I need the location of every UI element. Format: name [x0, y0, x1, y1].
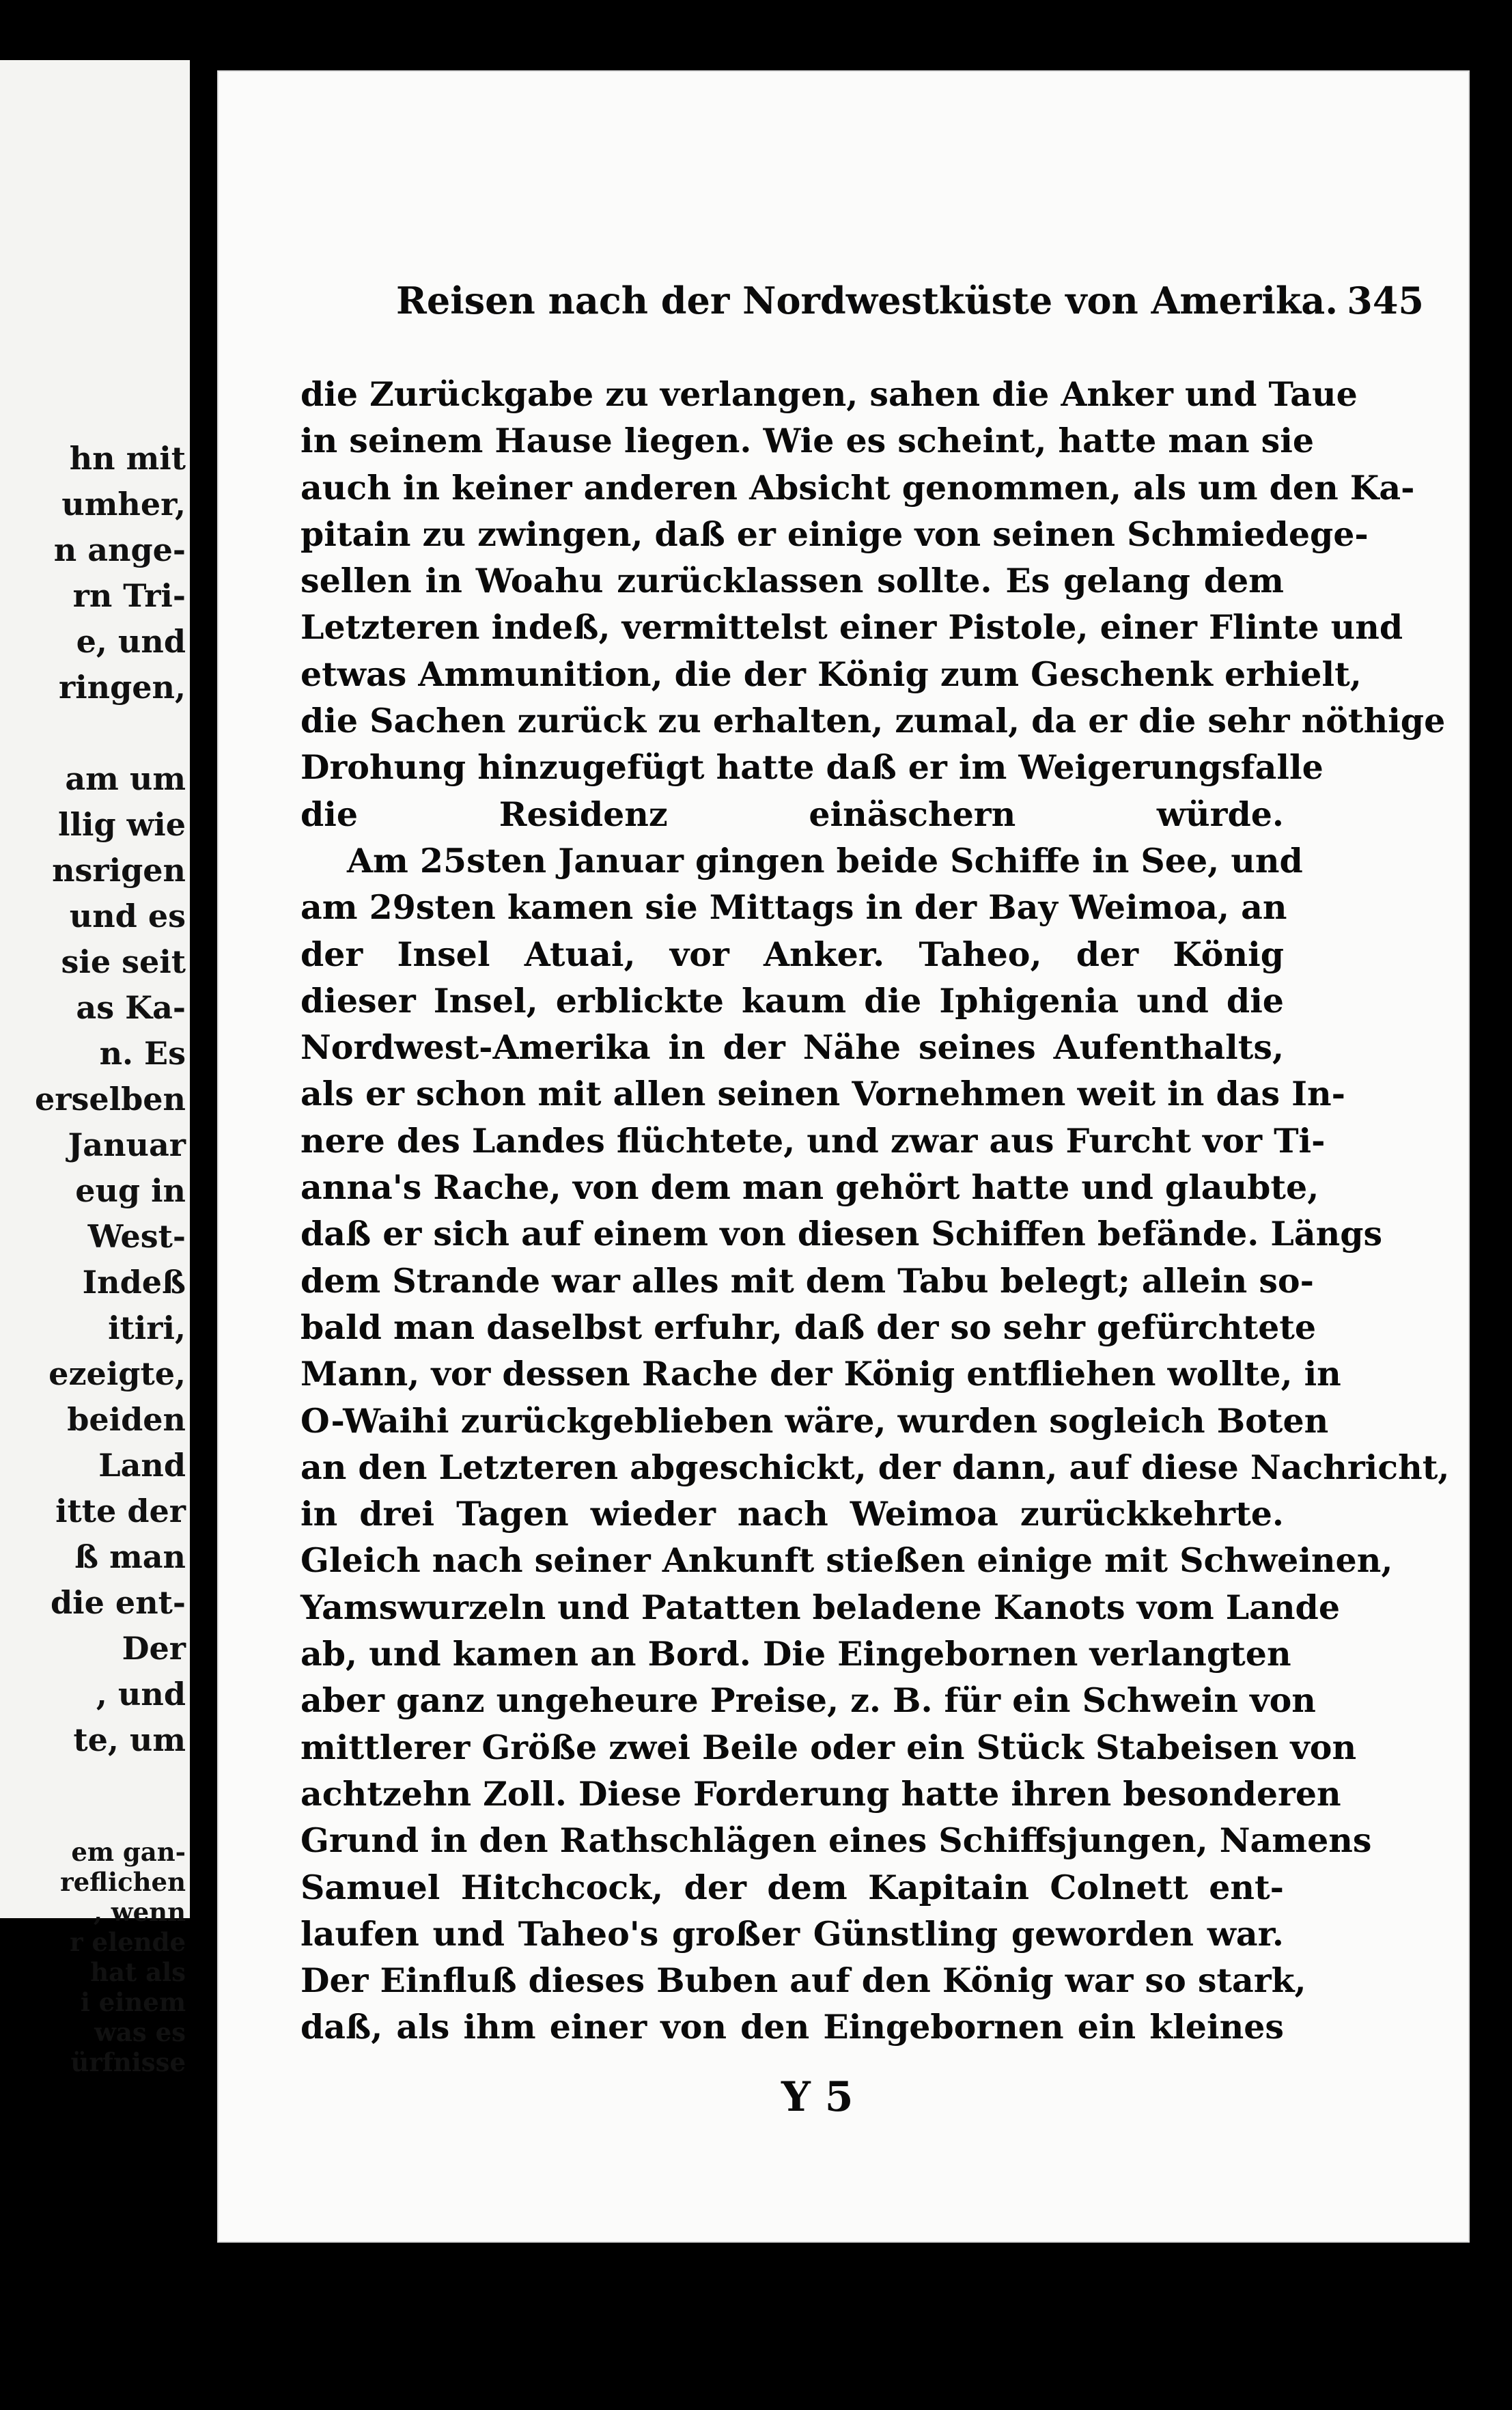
previous-page-line: West- [87, 1218, 186, 1255]
text-line: laufen und Taheo's großer Günstling geworden war. [300, 1913, 1284, 1954]
text-line: Drohung hinzugefügt hatte daß er im Weigerungsfalle [300, 747, 1324, 788]
previous-page-line: llig wie [58, 806, 186, 843]
text-line: die Sachen zurück zu erhalten, zumal, da er die sehr nöthige [300, 701, 1446, 741]
text-line: etwas Ammunition, die der König zum Geschenk erhielt, [300, 654, 1362, 694]
previous-page-line: itiri, [108, 1310, 186, 1346]
previous-page-line: e, und [76, 623, 186, 660]
previous-page-edge [0, 60, 190, 2077]
previous-page-line: n. Es [99, 1035, 186, 1072]
text-line: in seinem Hause liegen. Wie es scheint, hatte man sie [300, 421, 1315, 461]
previous-page-line [35, 710, 186, 756]
text-line: O-Waihi zurückgeblieben wäre, wurden sogleich Boten [300, 1400, 1329, 1441]
previous-page-line: itte der [55, 1493, 186, 1529]
previous-page-line: as Ka- [76, 989, 186, 1026]
book-gutter [190, 0, 217, 2410]
body-text [300, 371, 1450, 2051]
previous-page-footnote-line: hat als [90, 1957, 186, 1987]
previous-page-line: beiden [67, 1401, 186, 1438]
book-page [217, 70, 1470, 2243]
previous-page-line: erselben [34, 1081, 186, 1118]
previous-page-line: te, um [73, 1721, 186, 1758]
previous-page-text [35, 362, 186, 2151]
previous-page-footnote-line: was es [94, 2017, 186, 2047]
text-line: mittlerer Größe zwei Beile oder ein Stück Stabeisen von [300, 1727, 1357, 1767]
previous-page-footnote-line: r elende [70, 1927, 186, 1957]
text-line: am 29sten kamen sie Mittags in der Bay Weimoa, an [300, 887, 1287, 928]
text-line: Am 25sten Januar gingen beide Schiffe in See, und [347, 840, 1303, 881]
text-line: sellen in Woahu zurücklassen sollte. Es gelang dem [300, 561, 1284, 601]
previous-page-line: hn mit [69, 440, 186, 477]
text-line: die Residenz einäschern würde. [300, 794, 1284, 834]
previous-page-footnote-line: ürfnisse [70, 2047, 186, 2077]
previous-page-line: Der [122, 1630, 186, 1667]
text-line: Grund in den Rathschlägen eines Schiffsjungen, Namens [300, 1820, 1372, 1861]
text-line: dieser Insel, erblickte kaum die Iphigenia und die [300, 980, 1284, 1021]
text-line: in drei Tagen wieder nach Weimoa zurückkehrte. [300, 1494, 1284, 1534]
previous-page-line: Januar [68, 1126, 186, 1163]
text-line: auch in keiner anderen Absicht genommen, als um den Ka- [300, 467, 1415, 508]
previous-page-line: eug in [75, 1172, 186, 1209]
text-line: pitain zu zwingen, daß er einige von seinen Schmiedege- [300, 514, 1369, 554]
text-line: daß er sich auf einem von diesen Schiffen befände. Längs [300, 1214, 1383, 1254]
previous-page-line: am um [65, 760, 186, 797]
text-line: nere des Landes flüchtete, und zwar aus Furcht vor Ti- [300, 1120, 1326, 1161]
text-line: als er schon mit allen seinen Vornehmen weit in das In- [300, 1074, 1345, 1114]
previous-page-line: rn Tri- [72, 577, 186, 614]
previous-page-line: und es [69, 898, 186, 934]
previous-page-footnote-line: i einem [80, 1987, 186, 2017]
text-line: der Insel Atuai, vor Anker. Taheo, der König [300, 934, 1284, 974]
text-line: Gleich nach seiner Ankunft stießen einige mit Schweinen, [300, 1540, 1393, 1581]
previous-page-line: n ange- [53, 531, 186, 568]
text-line: Yamswurzeln und Patatten beladene Kanots vom Lande [300, 1587, 1340, 1627]
previous-page-footnote-line: , wenn [94, 1897, 186, 1927]
previous-page-line: Indeß [82, 1264, 186, 1301]
text-line: aber ganz ungeheure Preise, z. B. für ein Schwein von [300, 1680, 1316, 1721]
text-line: ab, und kamen an Bord. Die Eingebornen verlangten [300, 1634, 1291, 1674]
text-line: Nordwest-Amerika in der Nähe seines Aufenthalts, [300, 1027, 1284, 1068]
text-line: Samuel Hitchcock, der dem Kapitain Colnett ent- [300, 1867, 1284, 1907]
previous-page-line: die ent- [51, 1584, 186, 1621]
previous-page-footnote-line: em gan- [71, 1837, 186, 1867]
text-line: achtzehn Zoll. Diese Forderung hatte ihren besonderen [300, 1773, 1341, 1814]
text-line: Letzteren indeß, vermittelst einer Pistole, einer Flinte und [300, 607, 1403, 648]
text-line: anna's Rache, von dem man gehört hatte und glaubte, [300, 1167, 1319, 1208]
text-line: Der Einfluß dieses Buben auf den König war so stark, [300, 1961, 1306, 2001]
previous-page-line: nsrigen [52, 852, 186, 889]
previous-page-line: ß man [74, 1538, 186, 1575]
text-line: die Zurückgabe zu verlangen, sahen die Anker und Taue [300, 374, 1358, 414]
previous-page-line: Land [98, 1447, 186, 1484]
previous-page-footnote-line: reflichen [60, 1867, 186, 1897]
text-line: an den Letzteren abgeschickt, der dann, auf diese Nachricht, [300, 1447, 1450, 1487]
text-line: bald man daselbst erfuhr, daß der so sehr gefürchtete [300, 1307, 1317, 1347]
page-number: 345 [1347, 279, 1424, 322]
running-title: Reisen nach der Nordwestküste von Amerika. [396, 279, 1339, 322]
previous-page-line: ringen, [58, 669, 186, 706]
text-line: Mann, vor dessen Rache der König entfliehen wollte, in [300, 1354, 1341, 1394]
previous-page-line: ezeigte, [48, 1355, 186, 1392]
printer-signature: Y 5 [781, 2073, 854, 2121]
previous-page-line: sie seit [61, 943, 186, 980]
previous-page-line: umher, [61, 486, 186, 523]
text-line: dem Strande war alles mit dem Tabu belegt; allein so- [300, 1260, 1314, 1301]
previous-page-line: , und [96, 1676, 186, 1713]
text-line: daß, als ihm einer von den Eingebornen ein kleines [300, 2007, 1284, 2047]
